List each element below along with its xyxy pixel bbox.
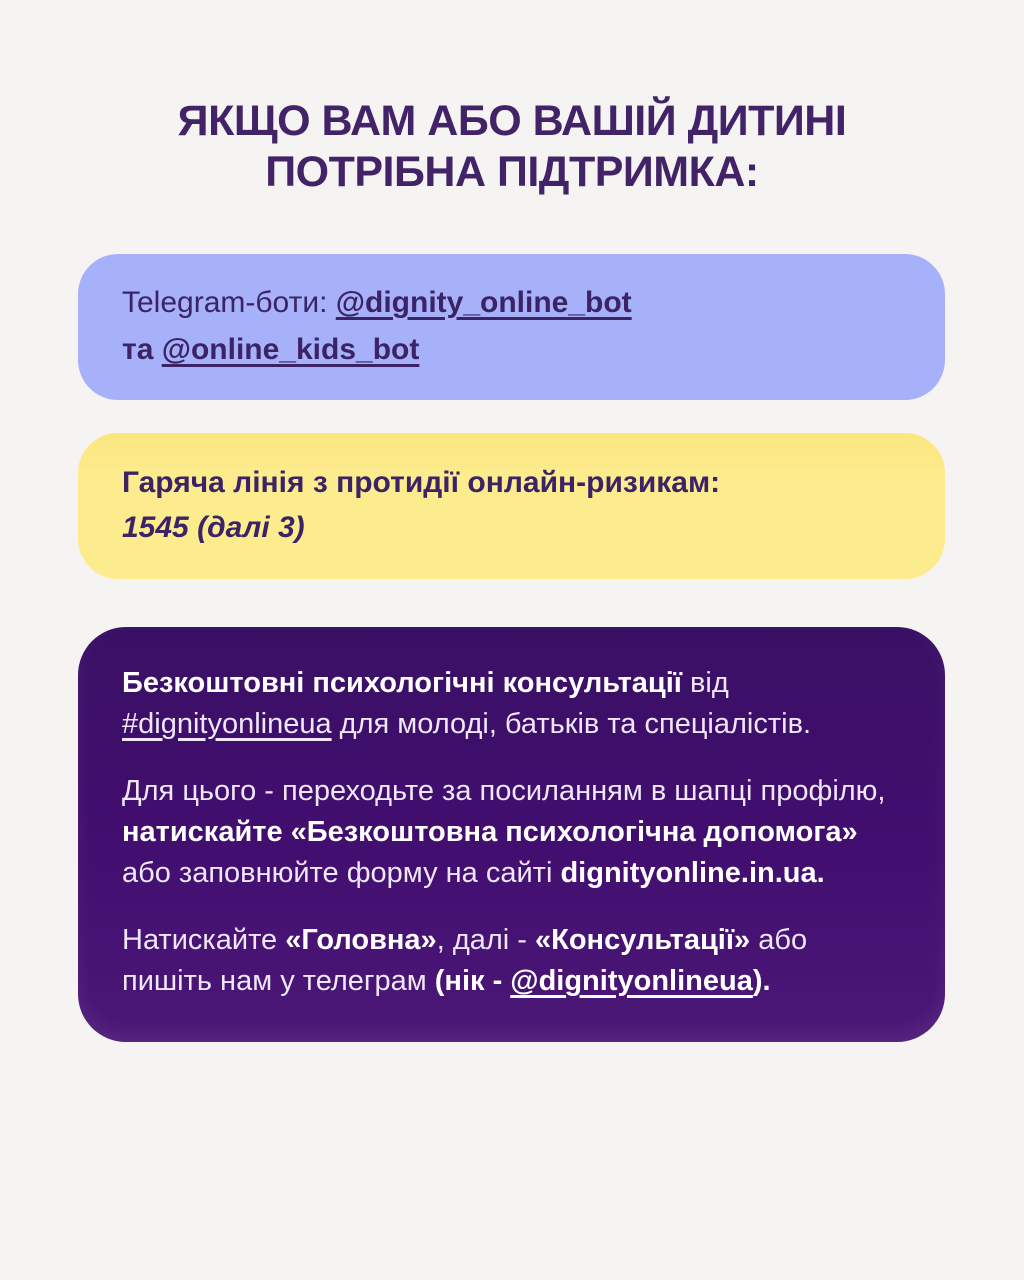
psych-p1-rest: для молоді, батьків та спеціалістів. xyxy=(331,708,812,740)
page-title-line1: ЯКЩО ВАМ АБО ВАШІЙ ДИТИНІ xyxy=(177,97,847,145)
telegram-label: Telegram-боти: xyxy=(122,286,336,319)
telegram-line-1 xyxy=(122,279,901,326)
psych-paragraph-contact xyxy=(122,920,901,1002)
psych-p2-mid: або заповнюйте форму на сайті xyxy=(122,857,561,889)
psych-p3-mid1: , далі - xyxy=(436,924,536,956)
telegram-bot2-link[interactable]: @online_kids_bot xyxy=(161,333,420,366)
psych-paragraph-instructions xyxy=(122,771,901,894)
hotline-title: Гаряча лінія з протидії онлайн-ризикам: xyxy=(122,466,721,499)
psych-p3-mid2: або пишіть нам у телеграм xyxy=(122,924,808,997)
hotline-number: 1545 (далі 3) xyxy=(122,511,305,544)
telegram-line-2 xyxy=(122,326,901,373)
telegram-and-label: та xyxy=(122,333,162,366)
psych-paragraph-consultations xyxy=(122,663,901,745)
psych-p3-start: Натискайте xyxy=(122,924,286,956)
psych-p3-paren-close: ). xyxy=(752,965,771,997)
hotline-card xyxy=(78,433,945,579)
dignityonlineua-hashtag-link[interactable]: #dignityonlineua xyxy=(122,708,332,740)
page-title xyxy=(56,96,968,198)
psych-p3-bold-holovna: «Головна» xyxy=(285,924,437,956)
psych-p2-start: Для цього - переходьте за посиланням в шапці профілю, xyxy=(122,775,886,807)
psych-p1-bold: Безкоштовні психологічні консультації xyxy=(122,667,682,699)
page-title-line2: ПОТРІБНА ПІДТРИМКА: xyxy=(265,148,759,196)
psych-p2-bold: натискайте «Безкоштовна психологічна допомога» xyxy=(122,816,858,848)
telegram-card xyxy=(78,254,945,400)
psych-card xyxy=(78,627,945,1042)
psych-p1-mid: від xyxy=(681,667,729,699)
psych-p3-bold-konsultatsii: «Консультації» xyxy=(535,924,751,956)
psych-p3-paren-open: (нік - xyxy=(434,965,511,997)
dignityonline-site-link[interactable]: dignityonline.in.ua. xyxy=(560,857,825,889)
telegram-handle-link[interactable]: @dignityonlineua xyxy=(510,965,753,997)
telegram-bot1-link[interactable]: @dignity_online_bot xyxy=(335,286,632,319)
